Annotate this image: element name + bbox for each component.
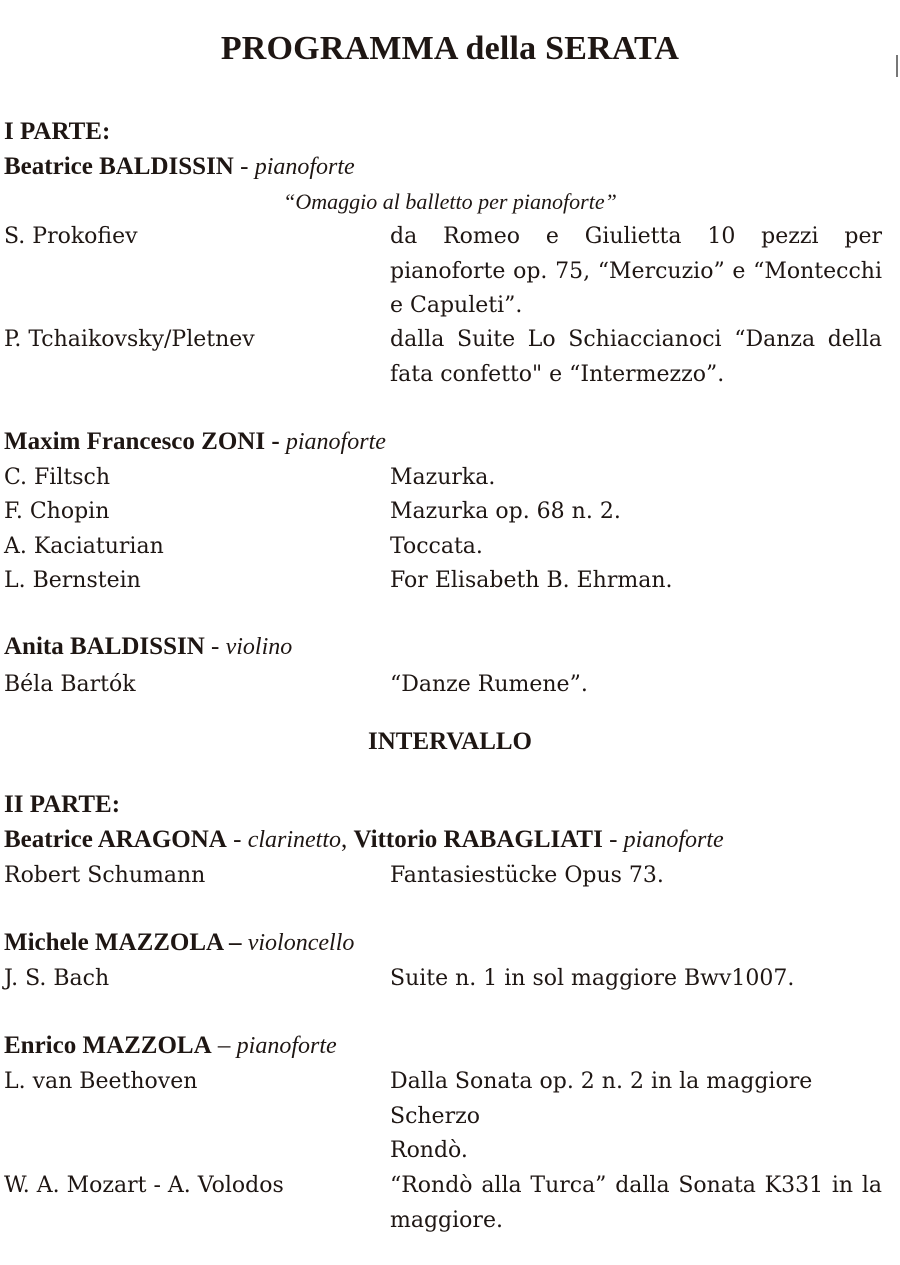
performer-name: Anita BALDISSIN	[4, 633, 205, 660]
composer-name: W. A. Mozart - A. Volodos	[4, 1173, 284, 1198]
performer-heading	[4, 1032, 337, 1060]
composer-name: P. Tchaikovsky/Pletnev	[4, 327, 255, 352]
page-title: PROGRAMMA della SERATA	[220, 30, 680, 67]
section-subtitle: “Omaggio al balletto per pianoforte”	[283, 189, 617, 214]
performer-name: Beatrice BALDISSIN	[4, 153, 234, 180]
performer-separator: –	[211, 1032, 237, 1059]
work-title: Mazurka op. 68 n. 2.	[390, 499, 621, 524]
performer-separator: -	[204, 633, 226, 660]
composer-name: L. van Beethoven	[4, 1069, 198, 1094]
performer-instrument: pianoforte	[623, 827, 724, 853]
composer-name: F. Chopin	[4, 499, 110, 524]
work-title: For Elisabeth B. Ehrman.	[390, 568, 673, 593]
performer-heading	[4, 633, 292, 661]
composer-name: J. S. Bach	[4, 966, 110, 991]
performer-name: Maxim Francesco ZONI	[4, 428, 266, 455]
composer-name: A. Kaciaturian	[4, 534, 164, 559]
part-one-heading: I PARTE:	[4, 118, 111, 145]
performer-name: Vittorio RABAGLIATI	[353, 826, 603, 853]
performer-heading	[4, 826, 724, 854]
performer-separator: -	[226, 826, 248, 853]
performer-instrument: pianoforte	[285, 429, 386, 455]
composer-name: L. Bernstein	[4, 568, 141, 593]
performer-instrument: pianoforte	[236, 1033, 337, 1059]
performer-heading	[4, 428, 386, 456]
work-title: dalla Suite Lo Schiaccianoci “Danza della fata confetto" e “Intermezzo”.	[390, 327, 882, 387]
work-title: “Danze Rumene”.	[390, 672, 588, 697]
work-title-line: Dalla Sonata op. 2 n. 2 in la maggiore	[390, 1069, 813, 1094]
composer-name: Béla Bartók	[4, 672, 136, 697]
performer-heading	[4, 929, 354, 957]
performer-instrument: violino	[225, 634, 293, 660]
work-movement: Scherzo	[390, 1103, 480, 1129]
performer-instrument: pianoforte	[254, 154, 355, 180]
performer-separator: -	[602, 826, 624, 853]
work-movement: Rondò.	[390, 1138, 468, 1163]
composer-name: S. Prokofiev	[4, 224, 138, 249]
composer-name: Robert Schumann	[4, 863, 206, 888]
work-title: Fantasiestücke Opus 73.	[390, 863, 664, 888]
performer-name: Beatrice ARAGONA	[4, 826, 227, 853]
performer-instrument: clarinetto	[247, 827, 342, 853]
work-title	[390, 1065, 882, 1169]
work-title: da Romeo e Giulietta 10 pezzi per pianoforte op. 75, “Mercuzio” e “Montecchi e Capuleti”.	[390, 224, 882, 318]
work-title: Mazurka.	[390, 465, 496, 490]
performer-separator: -	[233, 153, 255, 180]
performer-comma: ,	[341, 826, 348, 853]
page-edge-mark	[896, 55, 898, 77]
part-two-heading: II PARTE:	[4, 791, 121, 818]
performer-instrument: violoncello	[247, 930, 355, 956]
work-title: Toccata.	[390, 534, 483, 559]
intermission-heading: INTERVALLO	[368, 728, 532, 755]
performer-separator: -	[265, 428, 286, 455]
work-title: “Rondò alla Turca” dalla Sonata K331 in la maggiore.	[390, 1173, 882, 1233]
composer-name: C. Filtsch	[4, 465, 110, 490]
performer-heading	[4, 153, 355, 181]
performer-name: Michele MAZZOLA	[4, 929, 223, 956]
performer-separator: –	[222, 929, 248, 956]
work-title: Suite n. 1 in sol maggiore Bwv1007.	[390, 966, 795, 991]
performer-name: Enrico MAZZOLA	[4, 1032, 212, 1059]
